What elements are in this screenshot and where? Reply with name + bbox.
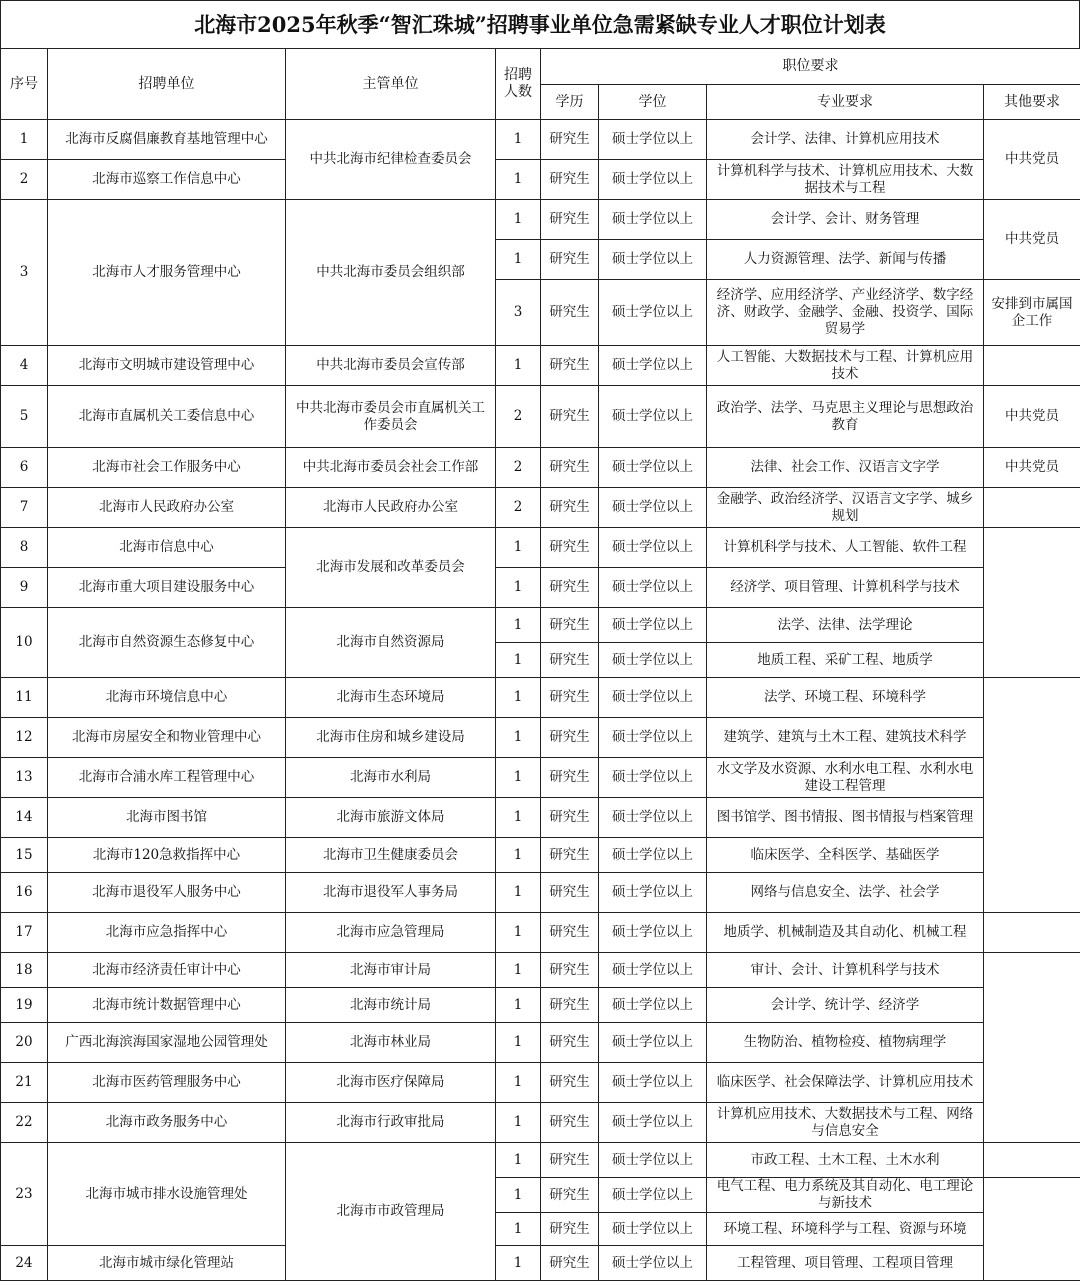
cell-dept: 北海市人民政府办公室	[286, 488, 496, 528]
cell-degree: 硕士学位以上	[599, 643, 707, 678]
cell-no: 12	[1, 718, 48, 758]
cell-unit: 北海市反腐倡廉教育基地管理中心	[48, 120, 286, 160]
cell-dept: 北海市住房和城乡建设局	[286, 718, 496, 758]
cell-count: 1	[496, 240, 541, 280]
cell-unit: 北海市人民政府办公室	[48, 488, 286, 528]
cell-count: 1	[496, 608, 541, 643]
header-dept: 主管单位	[286, 49, 496, 120]
cell-count: 1	[496, 1178, 541, 1213]
page-title: 北海市2025年秋季“智汇珠城”招聘事业单位急需紧缺专业人才职位计划表	[0, 0, 1080, 48]
cell-count: 1	[496, 528, 541, 568]
table-row	[1, 758, 1080, 798]
cell-major: 水文学及水资源、水利水电工程、水利水电建设工程管理	[707, 758, 984, 798]
cell-no: 13	[1, 758, 48, 798]
cell-edu: 研究生	[541, 200, 599, 240]
cell-no: 4	[1, 346, 48, 386]
cell-no: 20	[1, 1023, 48, 1063]
cell-edu: 研究生	[541, 913, 599, 953]
cell-other	[984, 488, 1080, 528]
cell-major: 人工智能、大数据技术与工程、计算机应用技术	[707, 346, 984, 386]
cell-dept: 北海市应急管理局	[286, 913, 496, 953]
cell-major: 计算机科学与技术、人工智能、软件工程	[707, 528, 984, 568]
cell-degree: 硕士学位以上	[599, 448, 707, 488]
header-degree: 学位	[599, 85, 707, 120]
cell-unit: 北海市应急指挥中心	[48, 913, 286, 953]
cell-no: 6	[1, 448, 48, 488]
cell-dept: 北海市统计局	[286, 988, 496, 1023]
cell-no: 10	[1, 608, 48, 678]
cell-count: 1	[496, 838, 541, 873]
cell-dept: 北海市水利局	[286, 758, 496, 798]
cell-edu: 研究生	[541, 568, 599, 608]
cell-degree: 硕士学位以上	[599, 758, 707, 798]
cell-major: 法学、环境工程、环境科学	[707, 678, 984, 718]
cell-major: 金融学、政治经济学、汉语言文字学、城乡规划	[707, 488, 984, 528]
cell-dept: 中共北海市委员会市直属机关工作委员会	[286, 386, 496, 448]
table-row	[1, 448, 1080, 488]
cell-degree: 硕士学位以上	[599, 838, 707, 873]
cell-degree: 硕士学位以上	[599, 120, 707, 160]
cell-dept: 北海市林业局	[286, 1023, 496, 1063]
cell-edu: 研究生	[541, 988, 599, 1023]
cell-edu: 研究生	[541, 488, 599, 528]
table-row	[1, 1023, 1080, 1063]
cell-count: 1	[496, 718, 541, 758]
cell-edu: 研究生	[541, 643, 599, 678]
cell-count: 1	[496, 988, 541, 1023]
table-row	[1, 608, 1080, 643]
table-row	[1, 160, 1080, 200]
cell-other	[984, 678, 1080, 913]
cell-count: 1	[496, 873, 541, 913]
cell-no: 16	[1, 873, 48, 913]
cell-unit: 北海市文明城市建设管理中心	[48, 346, 286, 386]
recruitment-table	[0, 48, 1080, 1281]
cell-edu: 研究生	[541, 280, 599, 346]
cell-major: 生物防治、植物检疫、植物病理学	[707, 1023, 984, 1063]
header-unit: 招聘单位	[48, 49, 286, 120]
table-row	[1, 120, 1080, 160]
cell-other	[984, 913, 1080, 953]
cell-edu: 研究生	[541, 798, 599, 838]
cell-degree: 硕士学位以上	[599, 718, 707, 758]
cell-degree: 硕士学位以上	[599, 488, 707, 528]
cell-count: 1	[496, 913, 541, 953]
cell-unit: 北海市重大项目建设服务中心	[48, 568, 286, 608]
table-row	[1, 568, 1080, 608]
cell-dept: 北海市退役军人事务局	[286, 873, 496, 913]
cell-no: 17	[1, 913, 48, 953]
cell-dept: 北海市生态环境局	[286, 678, 496, 718]
cell-count: 1	[496, 160, 541, 200]
cell-dept: 北海市发展和改革委员会	[286, 528, 496, 608]
table-row	[1, 488, 1080, 528]
table-row	[1, 718, 1080, 758]
cell-no: 3	[1, 200, 48, 346]
table-row	[1, 953, 1080, 988]
cell-major: 会计学、统计学、经济学	[707, 988, 984, 1023]
cell-major: 临床医学、社会保障法学、计算机应用技术	[707, 1063, 984, 1103]
cell-major: 政治学、法学、马克思主义理论与思想政治教育	[707, 386, 984, 448]
cell-edu: 研究生	[541, 160, 599, 200]
cell-count: 1	[496, 1023, 541, 1063]
table-row	[1, 1143, 1080, 1178]
table-row	[1, 386, 1080, 448]
cell-major: 人力资源管理、法学、新闻与传播	[707, 240, 984, 280]
cell-edu: 研究生	[541, 448, 599, 488]
cell-edu: 研究生	[541, 386, 599, 448]
cell-major: 法学、法律、法学理论	[707, 608, 984, 643]
cell-no: 8	[1, 528, 48, 568]
cell-major: 经济学、项目管理、计算机科学与技术	[707, 568, 984, 608]
cell-edu: 研究生	[541, 838, 599, 873]
table-row	[1, 1246, 1080, 1281]
cell-no: 2	[1, 160, 48, 200]
cell-unit: 北海市图书馆	[48, 798, 286, 838]
cell-major: 会计学、法律、计算机应用技术	[707, 120, 984, 160]
cell-unit: 北海市自然资源生态修复中心	[48, 608, 286, 678]
cell-unit: 北海市医药管理服务中心	[48, 1063, 286, 1103]
cell-dept: 北海市卫生健康委员会	[286, 838, 496, 873]
table-row	[1, 346, 1080, 386]
cell-degree: 硕士学位以上	[599, 346, 707, 386]
cell-unit: 北海市合浦水库工程管理中心	[48, 758, 286, 798]
cell-unit: 北海市经济责任审计中心	[48, 953, 286, 988]
cell-count: 2	[496, 386, 541, 448]
cell-major: 网络与信息安全、法学、社会学	[707, 873, 984, 913]
cell-major: 法律、社会工作、汉语言文字学	[707, 448, 984, 488]
cell-other: 中共党员	[984, 120, 1080, 200]
cell-other: 中共党员	[984, 448, 1080, 488]
table-row	[1, 678, 1080, 718]
cell-degree: 硕士学位以上	[599, 160, 707, 200]
cell-other: 安排到市属国企工作	[984, 280, 1080, 346]
cell-unit: 北海市环境信息中心	[48, 678, 286, 718]
cell-unit: 北海市城市绿化管理站	[48, 1246, 286, 1281]
cell-degree: 硕士学位以上	[599, 568, 707, 608]
cell-edu: 研究生	[541, 718, 599, 758]
cell-dept: 北海市市政管理局	[286, 1143, 496, 1281]
cell-edu: 研究生	[541, 1213, 599, 1246]
cell-edu: 研究生	[541, 678, 599, 718]
cell-other	[984, 528, 1080, 678]
cell-degree: 硕士学位以上	[599, 1246, 707, 1281]
cell-other	[984, 346, 1080, 386]
cell-major: 经济学、应用经济学、产业经济学、数字经济、财政学、金融学、金融、投资学、国际贸易学	[707, 280, 984, 346]
cell-edu: 研究生	[541, 1143, 599, 1178]
header-major: 专业要求	[707, 85, 984, 120]
cell-major: 地质工程、采矿工程、地质学	[707, 643, 984, 678]
header-other: 其他要求	[984, 85, 1080, 120]
cell-edu: 研究生	[541, 1246, 599, 1281]
cell-unit: 北海市房屋安全和物业管理中心	[48, 718, 286, 758]
cell-major: 计算机科学与技术、计算机应用技术、大数据技术与工程	[707, 160, 984, 200]
cell-no: 11	[1, 678, 48, 718]
header-requirements: 职位要求	[541, 49, 1080, 85]
cell-count: 1	[496, 643, 541, 678]
cell-major: 审计、会计、计算机科学与技术	[707, 953, 984, 988]
cell-major: 环境工程、环境科学与工程、资源与环境	[707, 1213, 984, 1246]
cell-count: 1	[496, 346, 541, 386]
cell-major: 电气工程、电力系统及其自动化、电工理论与新技术	[707, 1178, 984, 1213]
cell-count: 1	[496, 568, 541, 608]
table-row	[1, 913, 1080, 953]
cell-count: 1	[496, 798, 541, 838]
table-row	[1, 838, 1080, 873]
cell-unit: 北海市政务服务中心	[48, 1103, 286, 1143]
cell-other	[984, 953, 1080, 1143]
table-row	[1, 1063, 1080, 1103]
cell-count: 3	[496, 280, 541, 346]
cell-dept: 北海市自然资源局	[286, 608, 496, 678]
cell-edu: 研究生	[541, 1023, 599, 1063]
table-row	[1, 528, 1080, 568]
cell-unit: 北海市城市排水设施管理处	[48, 1143, 286, 1246]
cell-no: 1	[1, 120, 48, 160]
table-row	[1, 988, 1080, 1023]
cell-count: 1	[496, 758, 541, 798]
cell-edu: 研究生	[541, 1063, 599, 1103]
cell-major: 计算机应用技术、大数据技术与工程、网络与信息安全	[707, 1103, 984, 1143]
cell-unit: 北海市退役军人服务中心	[48, 873, 286, 913]
cell-other	[984, 1143, 1080, 1178]
cell-unit: 北海市巡察工作信息中心	[48, 160, 286, 200]
cell-dept: 北海市行政审批局	[286, 1103, 496, 1143]
cell-degree: 硕士学位以上	[599, 386, 707, 448]
cell-dept: 中共北海市委员会宣传部	[286, 346, 496, 386]
cell-dept: 北海市旅游文体局	[286, 798, 496, 838]
cell-no: 24	[1, 1246, 48, 1281]
table-row	[1, 873, 1080, 913]
cell-major: 建筑学、建筑与土木工程、建筑技术科学	[707, 718, 984, 758]
cell-dept: 北海市医疗保障局	[286, 1063, 496, 1103]
cell-degree: 硕士学位以上	[599, 240, 707, 280]
cell-major: 工程管理、项目管理、工程项目管理	[707, 1246, 984, 1281]
cell-degree: 硕士学位以上	[599, 1143, 707, 1178]
cell-major: 会计学、会计、财务管理	[707, 200, 984, 240]
cell-edu: 研究生	[541, 1103, 599, 1143]
header-edu: 学历	[541, 85, 599, 120]
cell-no: 19	[1, 988, 48, 1023]
cell-unit: 广西北海滨海国家湿地公园管理处	[48, 1023, 286, 1063]
cell-major: 市政工程、土木工程、土木水利	[707, 1143, 984, 1178]
cell-no: 5	[1, 386, 48, 448]
cell-major: 地质学、机械制造及其自动化、机械工程	[707, 913, 984, 953]
cell-no: 21	[1, 1063, 48, 1103]
cell-degree: 硕士学位以上	[599, 200, 707, 240]
table-row	[1, 1103, 1080, 1143]
cell-major: 图书馆学、图书情报、图书情报与档案管理	[707, 798, 984, 838]
cell-edu: 研究生	[541, 240, 599, 280]
header-no: 序号	[1, 49, 48, 120]
cell-edu: 研究生	[541, 608, 599, 643]
cell-count: 1	[496, 953, 541, 988]
cell-edu: 研究生	[541, 758, 599, 798]
cell-unit: 北海市社会工作服务中心	[48, 448, 286, 488]
cell-no: 23	[1, 1143, 48, 1246]
cell-dept: 中共北海市委员会社会工作部	[286, 448, 496, 488]
cell-degree: 硕士学位以上	[599, 608, 707, 643]
cell-degree: 硕士学位以上	[599, 953, 707, 988]
cell-other	[984, 1178, 1080, 1281]
header-count: 招聘人数	[496, 49, 541, 120]
cell-count: 1	[496, 1063, 541, 1103]
cell-no: 15	[1, 838, 48, 873]
cell-degree: 硕士学位以上	[599, 280, 707, 346]
cell-major: 临床医学、全科医学、基础医学	[707, 838, 984, 873]
table-row	[1, 200, 1080, 240]
cell-no: 9	[1, 568, 48, 608]
cell-no: 22	[1, 1103, 48, 1143]
cell-edu: 研究生	[541, 873, 599, 913]
cell-dept: 中共北海市纪律检查委员会	[286, 120, 496, 200]
cell-edu: 研究生	[541, 953, 599, 988]
cell-unit: 北海市120急救指挥中心	[48, 838, 286, 873]
cell-degree: 硕士学位以上	[599, 528, 707, 568]
cell-degree: 硕士学位以上	[599, 1023, 707, 1063]
cell-count: 2	[496, 448, 541, 488]
cell-unit: 北海市信息中心	[48, 528, 286, 568]
cell-degree: 硕士学位以上	[599, 1178, 707, 1213]
cell-count: 1	[496, 1246, 541, 1281]
cell-count: 1	[496, 1213, 541, 1246]
cell-degree: 硕士学位以上	[599, 1213, 707, 1246]
cell-degree: 硕士学位以上	[599, 798, 707, 838]
cell-count: 2	[496, 488, 541, 528]
cell-degree: 硕士学位以上	[599, 988, 707, 1023]
cell-degree: 硕士学位以上	[599, 1063, 707, 1103]
cell-count: 1	[496, 678, 541, 718]
cell-other: 中共党员	[984, 200, 1080, 280]
cell-dept: 北海市审计局	[286, 953, 496, 988]
cell-dept: 中共北海市委员会组织部	[286, 200, 496, 346]
cell-edu: 研究生	[541, 1178, 599, 1213]
cell-no: 18	[1, 953, 48, 988]
cell-other: 中共党员	[984, 386, 1080, 448]
cell-edu: 研究生	[541, 528, 599, 568]
cell-degree: 硕士学位以上	[599, 678, 707, 718]
cell-degree: 硕士学位以上	[599, 1103, 707, 1143]
cell-edu: 研究生	[541, 120, 599, 160]
cell-unit: 北海市人才服务管理中心	[48, 200, 286, 346]
cell-degree: 硕士学位以上	[599, 913, 707, 953]
cell-count: 1	[496, 1103, 541, 1143]
cell-no: 7	[1, 488, 48, 528]
cell-count: 1	[496, 120, 541, 160]
cell-count: 1	[496, 200, 541, 240]
cell-edu: 研究生	[541, 346, 599, 386]
cell-count: 1	[496, 1143, 541, 1178]
table-row	[1, 798, 1080, 838]
cell-degree: 硕士学位以上	[599, 873, 707, 913]
cell-unit: 北海市统计数据管理中心	[48, 988, 286, 1023]
cell-no: 14	[1, 798, 48, 838]
cell-unit: 北海市直属机关工委信息中心	[48, 386, 286, 448]
